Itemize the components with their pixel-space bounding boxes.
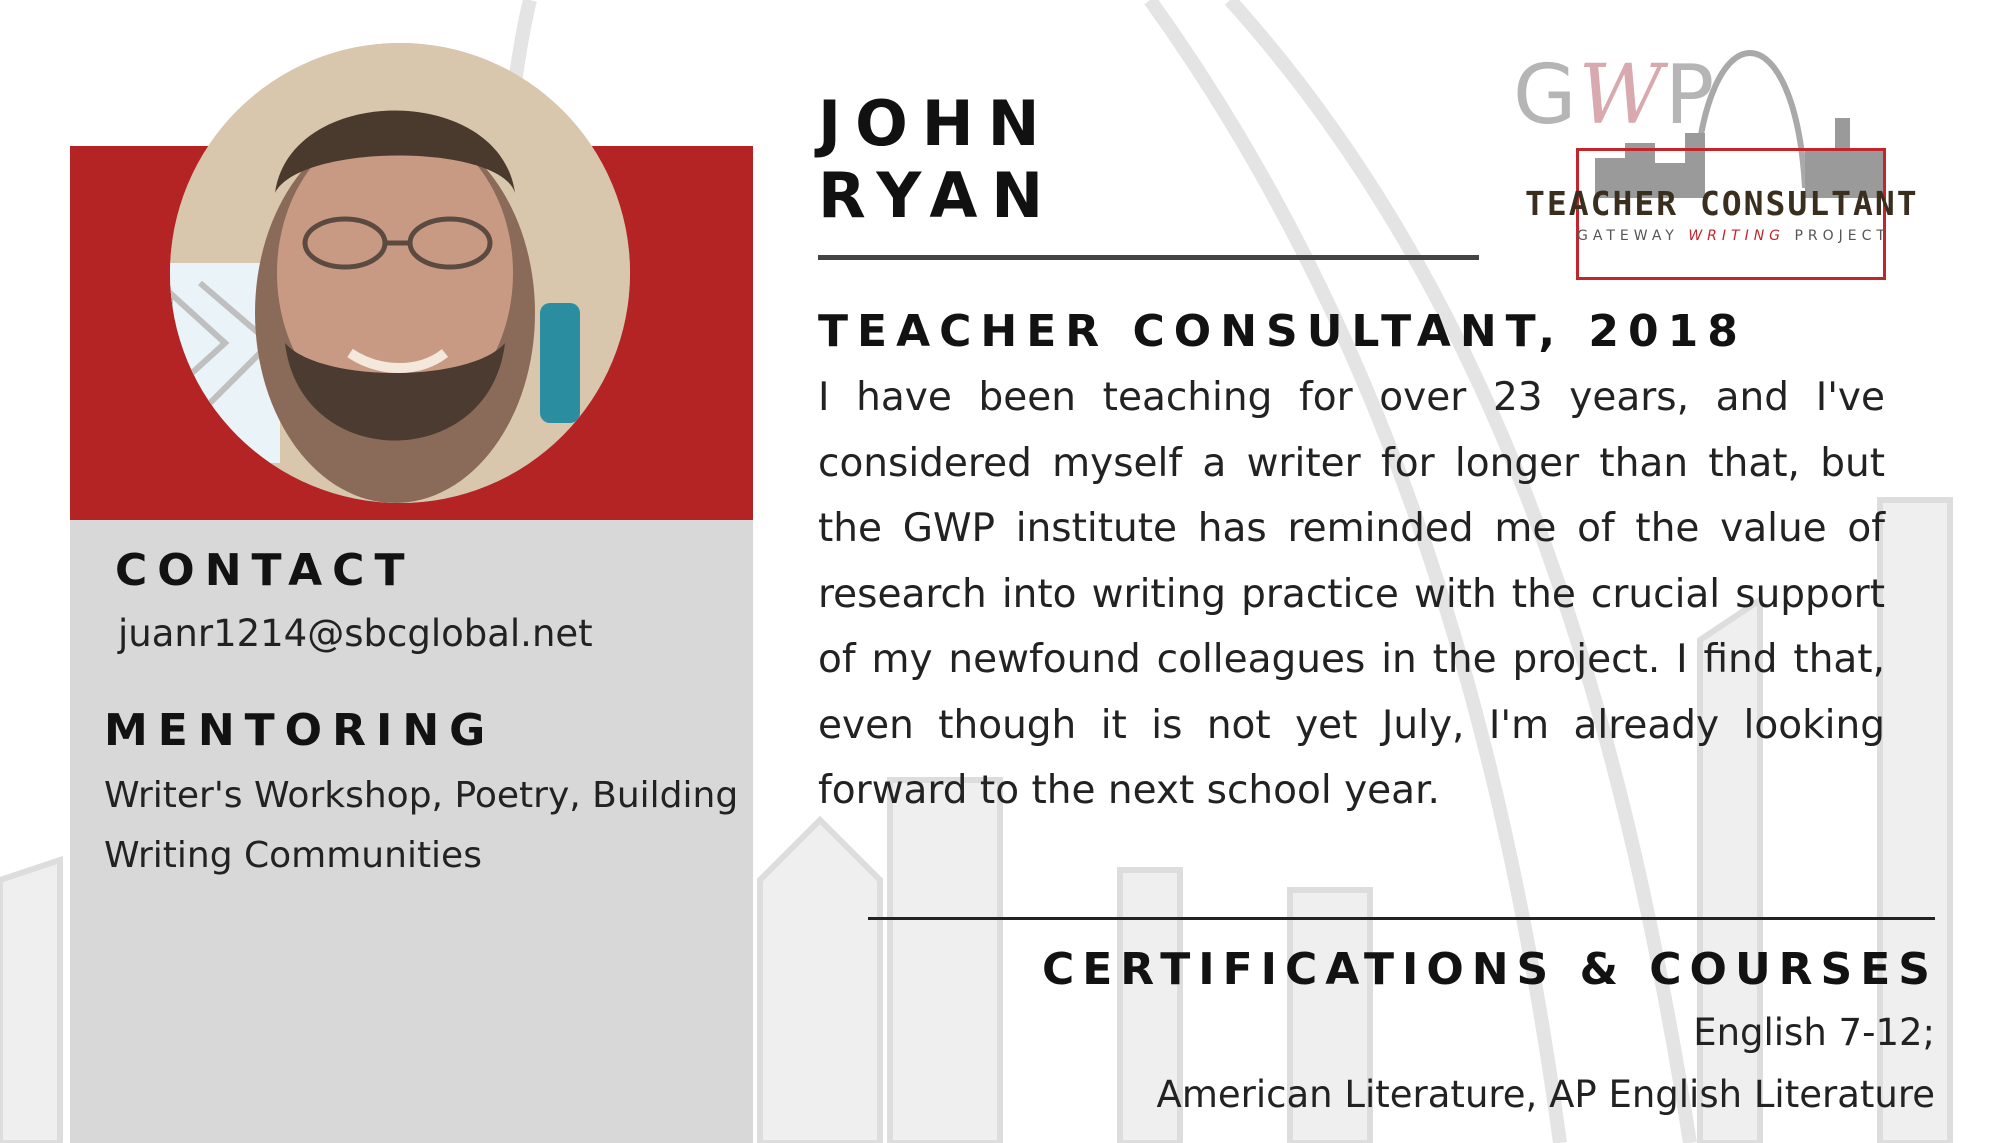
logo-sub-highlight: WRITING — [1688, 228, 1786, 244]
last-name: RYAN — [818, 159, 1058, 232]
logo-sub-post: PROJECT — [1785, 228, 1890, 244]
logo-sub-pre: GATEWAY — [1577, 228, 1689, 244]
logo-title: TEACHER CONSULTANT — [1525, 184, 1919, 223]
certifications-divider — [868, 917, 1935, 920]
logo-gwp-p: P — [1664, 48, 1717, 143]
mentoring-heading: MENTORING — [104, 705, 496, 756]
logo-gwp-g: G — [1513, 48, 1579, 143]
certification-line-2: American Literature, AP English Literature — [1156, 1073, 1935, 1116]
profile-name — [818, 88, 1057, 232]
contact-email[interactable]: juanr1214@sbcglobal.net — [118, 612, 593, 655]
certifications-heading: CERTIFICATIONS & COURSES — [1041, 944, 1938, 995]
profile-photo — [170, 43, 630, 503]
logo-gwp-w: W — [1578, 48, 1665, 143]
first-name: JOHN — [818, 87, 1054, 160]
name-divider — [818, 255, 1479, 260]
gwp-logo — [1505, 38, 1945, 288]
certification-line-1: English 7-12; — [1693, 1011, 1935, 1054]
logo-gwp-text — [1513, 48, 1716, 143]
bio-paragraph: I have been teaching for over 23 years, and I've considered myself a writer for longer than that, but the GWP institute has reminded me of the value of research into writing practice with the crucial support of my newfound colleagues in the project. I find that, even though it is not yet July, I'm already looking forward to the next school year. — [818, 375, 1885, 813]
logo-subtitle — [1577, 228, 1890, 244]
contact-heading: CONTACT — [115, 545, 415, 596]
role-heading: TEACHER CONSULTANT, 2018 — [818, 306, 1747, 357]
mentoring-text: Writer's Workshop, Poetry, Building Writing Communities — [104, 775, 739, 876]
